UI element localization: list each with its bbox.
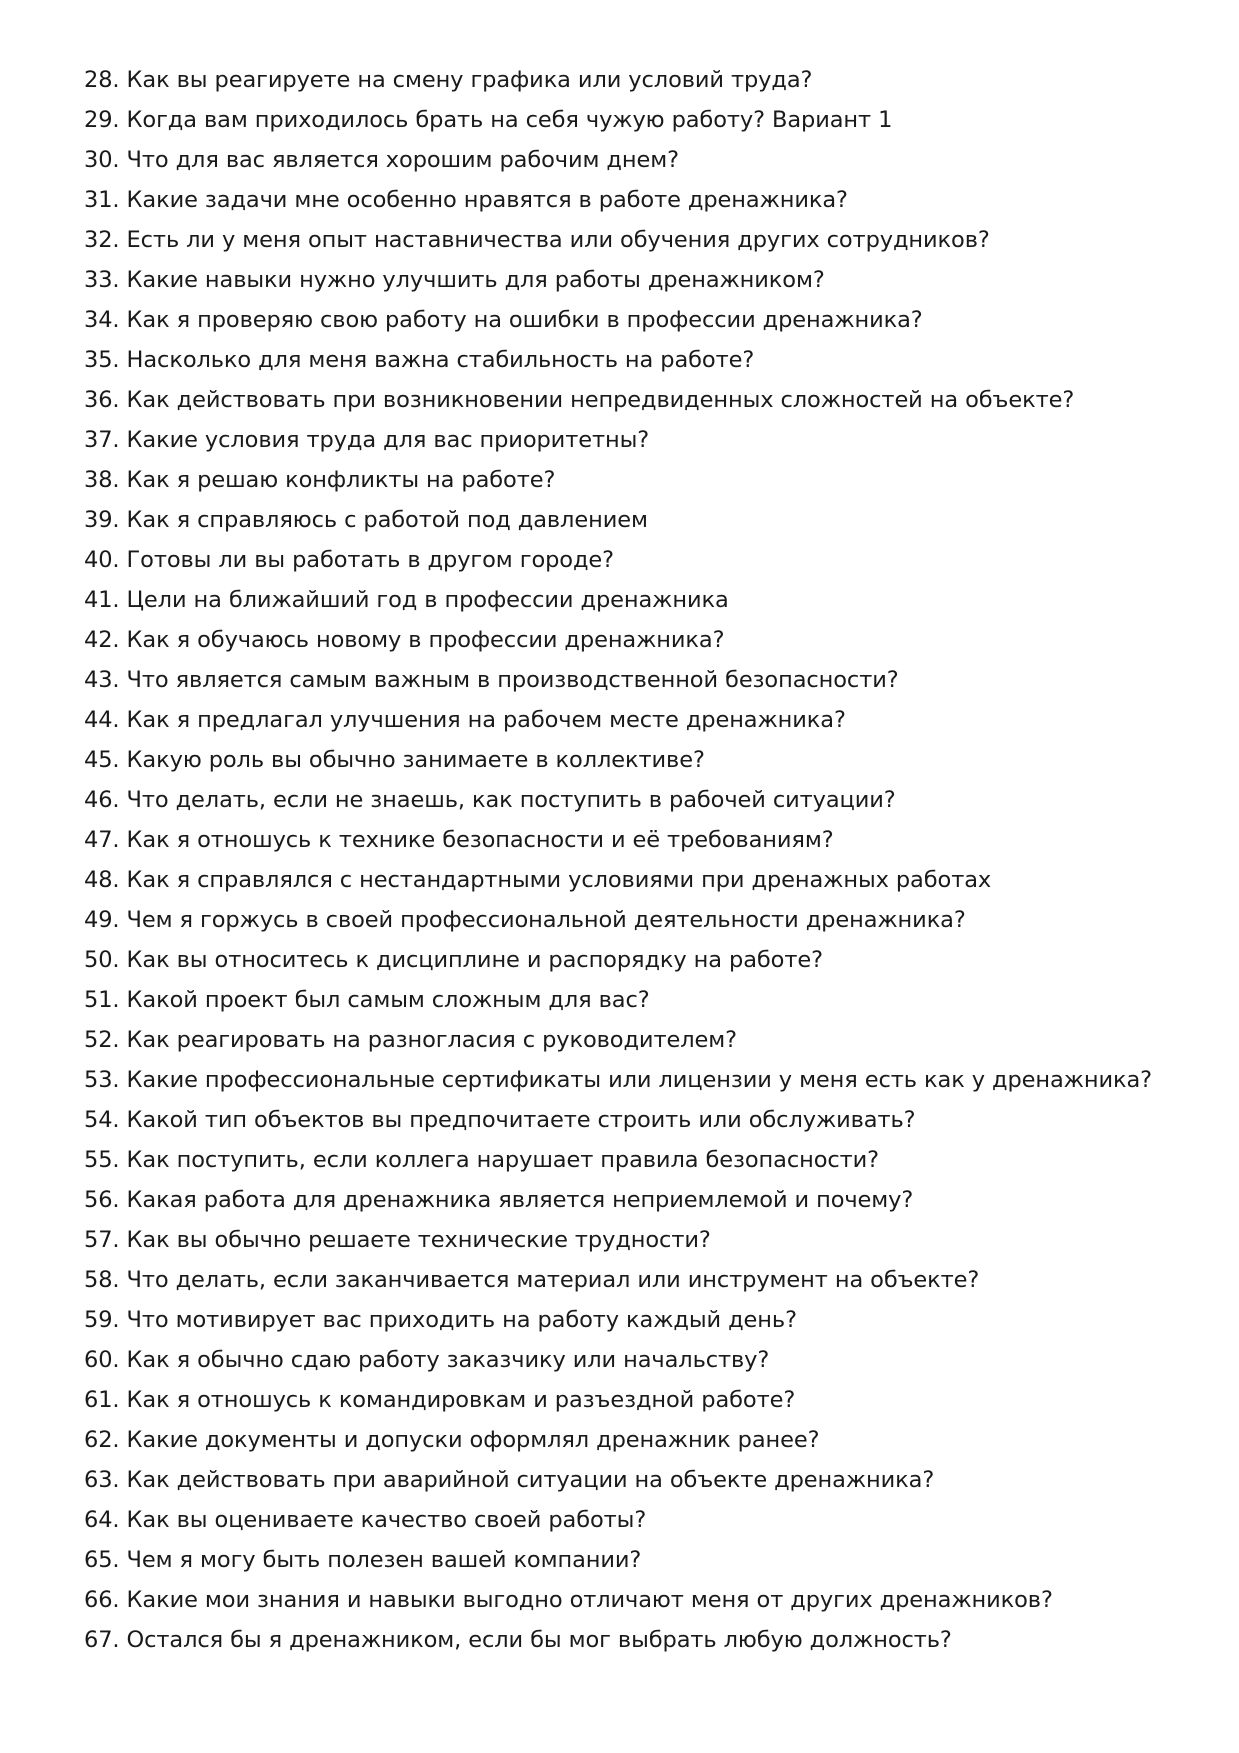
question-item [84,1020,1164,1060]
question-number: 59. [84,1307,120,1333]
question-item [84,740,1164,780]
question-item [84,980,1164,1020]
question-item [84,420,1164,460]
question-text: Как действовать при аварийной ситуации на объекте дренажника? [126,1467,935,1493]
question-text: Что делать, если заканчивается материал или инструмент на объекте? [126,1267,980,1293]
question-text: Как я отношусь к технике безопасности и её требованиям? [126,827,834,853]
question-number: 55. [84,1147,120,1173]
question-text: Как вы относитесь к дисциплине и распорядку на работе? [126,947,823,973]
question-text: Какие документы и допуски оформлял дренажник ранее? [126,1427,820,1453]
question-text: Какой проект был самым сложным для вас? [126,987,650,1013]
question-item [84,700,1164,740]
question-number: 66. [84,1587,120,1613]
question-item [84,1100,1164,1140]
question-text: Какая работа для дренажника является неприемлемой и почему? [126,1187,914,1213]
question-item [84,180,1164,220]
question-item [84,460,1164,500]
question-number: 35. [84,347,120,373]
question-item [84,580,1164,620]
question-item [84,260,1164,300]
question-number: 28. [84,67,120,93]
question-text: Что мотивирует вас приходить на работу каждый день? [126,1307,797,1333]
question-text: Остался бы я дренажником, если бы мог выбрать любую должность? [126,1627,952,1653]
question-number: 52. [84,1027,120,1053]
question-item [84,1180,1164,1220]
question-text: Насколько для меня важна стабильность на работе? [126,347,755,373]
question-number: 62. [84,1427,120,1453]
question-text: Как действовать при возникновении непредвиденных сложностей на объекте? [126,387,1075,413]
question-text: Чем я могу быть полезен вашей компании? [126,1547,642,1573]
question-item [84,500,1164,540]
question-item [84,60,1164,100]
question-item [84,380,1164,420]
question-number: 50. [84,947,120,973]
question-number: 41. [84,587,120,613]
question-text: Цели на ближайший год в профессии дренажника [126,587,729,613]
question-text: Какие условия труда для вас приоритетны? [126,427,650,453]
question-item [84,780,1164,820]
question-number: 60. [84,1347,120,1373]
question-item [84,1060,1164,1100]
question-text: Как я обучаюсь новому в профессии дренажника? [126,627,725,653]
question-item [84,220,1164,260]
question-text: Как я проверяю свою работу на ошибки в профессии дренажника? [126,307,923,333]
question-item [84,1300,1164,1340]
question-number: 37. [84,427,120,453]
question-number: 38. [84,467,120,493]
question-text: Что делать, если не знаешь, как поступить в рабочей ситуации? [126,787,896,813]
question-text: Какие мои знания и навыки выгодно отличают меня от других дренажников? [126,1587,1053,1613]
question-text: Чем я горжусь в своей профессиональной деятельности дренажника? [126,907,966,933]
question-item [84,540,1164,580]
question-item [84,1340,1164,1380]
question-number: 44. [84,707,120,733]
question-text: Как я решаю конфликты на работе? [126,467,556,493]
question-number: 29. [84,107,120,133]
question-item [84,1260,1164,1300]
question-item [84,100,1164,140]
question-item [84,1220,1164,1260]
question-number: 45. [84,747,120,773]
question-number: 61. [84,1387,120,1413]
question-item [84,620,1164,660]
question-item [84,660,1164,700]
question-number: 64. [84,1507,120,1533]
question-number: 65. [84,1547,120,1573]
question-number: 48. [84,867,120,893]
question-number: 57. [84,1227,120,1253]
question-number: 51. [84,987,120,1013]
question-list [84,60,1164,1660]
question-number: 39. [84,507,120,533]
question-item [84,940,1164,980]
question-text: Какой тип объектов вы предпочитаете строить или обслуживать? [126,1107,916,1133]
question-item [84,1380,1164,1420]
question-text: Как я отношусь к командировкам и разъездной работе? [126,1387,796,1413]
question-text: Какие профессиональные сертификаты или лицензии у меня есть как у дренажника? [126,1067,1153,1093]
question-number: 42. [84,627,120,653]
question-item [84,1500,1164,1540]
question-item [84,900,1164,940]
question-text: Какие задачи мне особенно нравятся в работе дренажника? [126,187,848,213]
question-number: 53. [84,1067,120,1093]
question-number: 58. [84,1267,120,1293]
question-number: 46. [84,787,120,813]
question-item [84,1460,1164,1500]
question-number: 30. [84,147,120,173]
question-item [84,1540,1164,1580]
question-text: Как реагировать на разногласия с руководителем? [126,1027,737,1053]
question-number: 67. [84,1627,120,1653]
question-item [84,820,1164,860]
question-text: Как вы реагируете на смену графика или условий труда? [126,67,813,93]
question-text: Как вы обычно решаете технические трудности? [126,1227,711,1253]
question-number: 63. [84,1467,120,1493]
question-text: Что для вас является хорошим рабочим днем? [126,147,679,173]
question-item [84,1140,1164,1180]
question-text: Как поступить, если коллега нарушает правила безопасности? [126,1147,880,1173]
question-text: Что является самым важным в производственной безопасности? [126,667,899,693]
question-item [84,300,1164,340]
question-number: 56. [84,1187,120,1213]
question-number: 49. [84,907,120,933]
question-text: Как я предлагал улучшения на рабочем месте дренажника? [126,707,846,733]
question-number: 54. [84,1107,120,1133]
question-text: Когда вам приходилось брать на себя чужую работу? Вариант 1 [126,107,893,133]
question-number: 43. [84,667,120,693]
question-number: 31. [84,187,120,213]
question-text: Какие навыки нужно улучшить для работы дренажником? [126,267,825,293]
question-number: 40. [84,547,120,573]
question-number: 34. [84,307,120,333]
question-text: Как я справлялся с нестандартными условиями при дренажных работах [126,867,992,893]
question-number: 36. [84,387,120,413]
question-text: Как вы оцениваете качество своей работы? [126,1507,647,1533]
question-text: Готовы ли вы работать в другом городе? [126,547,615,573]
question-number: 32. [84,227,120,253]
question-item [84,340,1164,380]
question-number: 33. [84,267,120,293]
question-item [84,1420,1164,1460]
question-text: Как я справляюсь с работой под давлением [126,507,648,533]
question-item [84,860,1164,900]
question-text: Какую роль вы обычно занимаете в коллективе? [126,747,705,773]
question-item [84,1620,1164,1660]
question-text: Есть ли у меня опыт наставничества или обучения других сотрудников? [126,227,990,253]
question-text: Как я обычно сдаю работу заказчику или начальству? [126,1347,770,1373]
question-number: 47. [84,827,120,853]
question-item [84,140,1164,180]
question-item [84,1580,1164,1620]
